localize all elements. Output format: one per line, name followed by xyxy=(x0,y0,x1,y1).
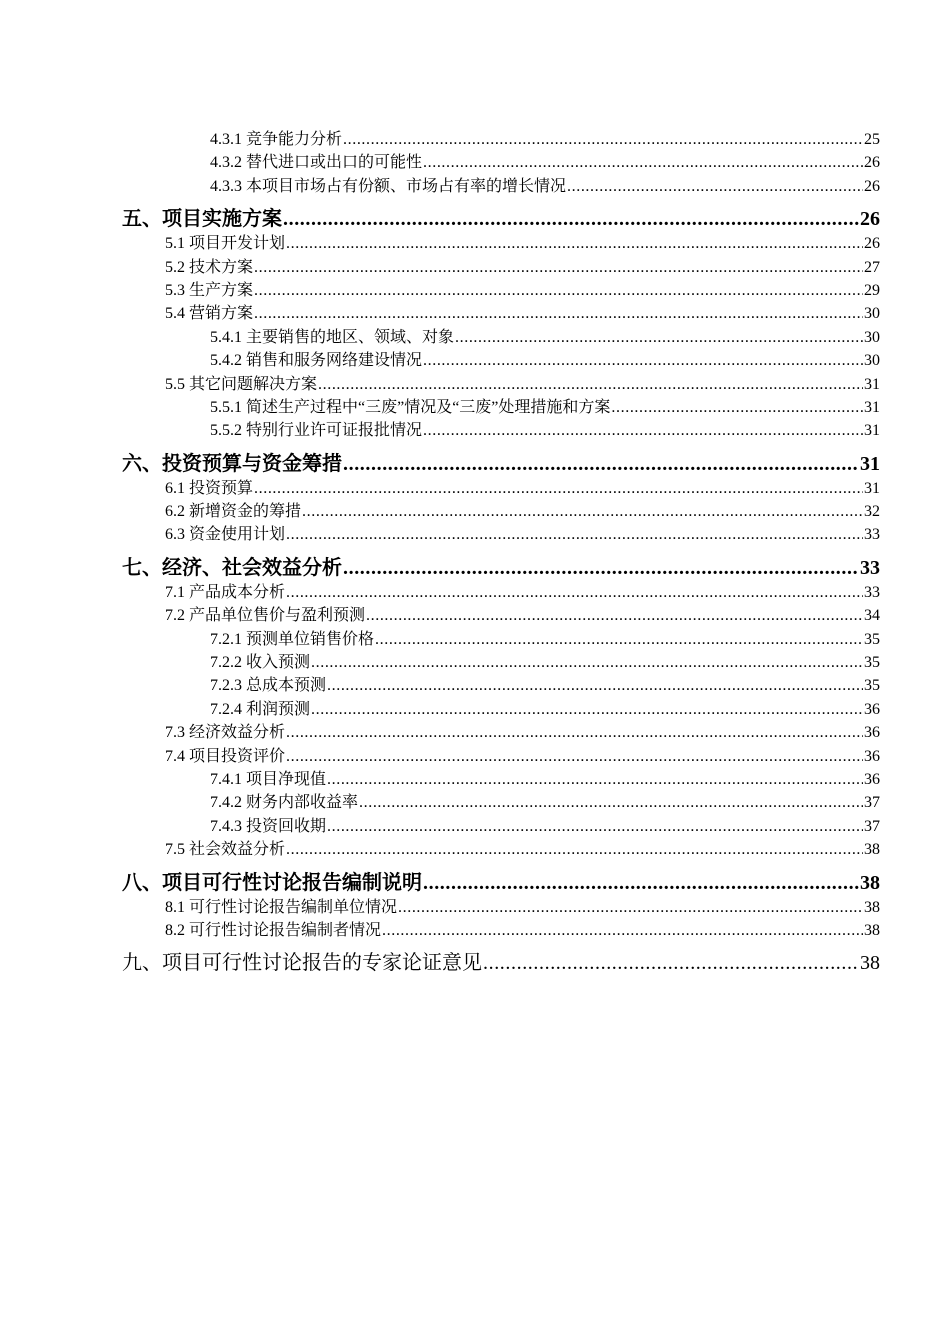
toc-entry[interactable] xyxy=(165,721,880,744)
dot-leader xyxy=(302,500,863,523)
toc-entry-label: 4.3.3 本项目市场占有份额、市场占有率的增长情况 xyxy=(210,177,567,195)
toc-entry-page: 38 xyxy=(864,898,880,916)
dot-leader xyxy=(375,628,863,651)
dot-leader xyxy=(254,477,863,500)
toc-entry-page: 35 xyxy=(864,677,880,695)
dot-leader xyxy=(455,326,863,349)
toc-entry-label: 7.2.2 收入预测 xyxy=(210,654,311,672)
dot-leader xyxy=(254,256,863,279)
toc-entry-label: 5.4.2 销售和服务网络建设情况 xyxy=(210,352,423,370)
toc-entry-page: 31 xyxy=(864,375,880,393)
dot-leader xyxy=(327,768,863,791)
toc-entry-page: 38 xyxy=(864,921,880,939)
toc-entry-label: 五、项目实施方案 xyxy=(122,208,282,231)
toc-entry-label: 八、项目可行性讨论报告编制说明 xyxy=(122,871,422,894)
dot-leader xyxy=(382,919,863,942)
toc-entry-label: 8.2 可行性讨论报告编制者情况 xyxy=(165,921,382,939)
toc-entry-label: 7.2.3 总成本预测 xyxy=(210,677,327,695)
toc-chapter-entry[interactable] xyxy=(122,451,880,477)
toc-entry[interactable] xyxy=(165,500,880,523)
toc-entry-page: 29 xyxy=(864,281,880,299)
dot-leader xyxy=(286,838,863,861)
toc-entry-page: 31 xyxy=(864,422,880,440)
dot-leader xyxy=(343,128,863,151)
toc-entry-page: 30 xyxy=(864,305,880,323)
dot-leader xyxy=(254,279,863,302)
dot-leader xyxy=(286,523,863,546)
dot-leader xyxy=(483,950,859,976)
dot-leader xyxy=(423,870,859,896)
toc-entry-label: 7.2 产品单位售价与盈利预测 xyxy=(165,607,366,625)
dot-leader xyxy=(366,604,863,627)
toc-entry[interactable] xyxy=(165,279,880,302)
toc-entry-page: 33 xyxy=(864,583,880,601)
dot-leader xyxy=(343,555,859,581)
toc-entry[interactable] xyxy=(210,175,880,198)
toc-entry-label: 7.4.1 项目净现值 xyxy=(210,770,327,788)
toc-entry-label: 7.4.3 投资回收期 xyxy=(210,817,327,835)
dot-leader xyxy=(359,791,863,814)
toc-entry-label: 5.2 技术方案 xyxy=(165,258,254,276)
dot-leader xyxy=(254,302,863,325)
dot-leader xyxy=(311,651,863,674)
dot-leader xyxy=(286,745,863,768)
toc-entry-page: 26 xyxy=(864,154,880,172)
toc-entry-page: 38 xyxy=(860,952,880,975)
toc-entry-page: 33 xyxy=(860,556,880,579)
dot-leader xyxy=(611,396,863,419)
toc-entry-page: 37 xyxy=(864,817,880,835)
toc-entry-page: 36 xyxy=(864,747,880,765)
dot-leader xyxy=(343,451,859,477)
toc-entry-label: 7.5 社会效益分析 xyxy=(165,841,286,859)
toc-entry-page: 33 xyxy=(864,526,880,544)
dot-leader xyxy=(327,815,863,838)
toc-chapter-entry[interactable] xyxy=(122,206,880,232)
dot-leader xyxy=(423,151,863,174)
toc-entry[interactable] xyxy=(165,604,880,627)
dot-leader xyxy=(423,419,863,442)
toc-entry-label: 七、经济、社会效益分析 xyxy=(122,556,342,579)
toc-entry-page: 30 xyxy=(864,352,880,370)
dot-leader xyxy=(311,698,863,721)
toc-entry[interactable] xyxy=(165,919,880,942)
toc-entry-page: 38 xyxy=(860,871,880,894)
toc-entry-label: 7.1 产品成本分析 xyxy=(165,583,286,601)
toc-entry-label: 5.5 其它问题解决方案 xyxy=(165,375,318,393)
toc-entry[interactable] xyxy=(210,628,880,651)
toc-entry[interactable] xyxy=(210,791,880,814)
toc-entry-page: 26 xyxy=(860,208,880,231)
toc-entry[interactable] xyxy=(210,651,880,674)
toc-entry-label: 7.4 项目投资评价 xyxy=(165,747,286,765)
toc-entry-page: 35 xyxy=(864,630,880,648)
toc-entry[interactable] xyxy=(210,674,880,697)
toc-entry-page: 25 xyxy=(864,131,880,148)
toc-entry[interactable] xyxy=(165,896,880,919)
toc-entry[interactable] xyxy=(210,698,880,721)
toc-entry[interactable] xyxy=(210,396,880,419)
toc-entry[interactable] xyxy=(165,302,880,325)
toc-entry-label: 6.1 投资预算 xyxy=(165,479,254,497)
toc-entry[interactable] xyxy=(210,326,880,349)
toc-entry-page: 31 xyxy=(864,479,880,497)
toc-entry[interactable] xyxy=(210,815,880,838)
toc-entry-page: 34 xyxy=(864,607,880,625)
toc-entry[interactable] xyxy=(165,838,880,861)
toc-entry-page: 27 xyxy=(864,258,880,276)
toc-entry-label: 5.1 项目开发计划 xyxy=(165,235,286,253)
toc-chapter-entry[interactable] xyxy=(122,870,880,896)
toc-entry-label: 6.2 新增资金的筹措 xyxy=(165,503,302,521)
toc-entry-page: 31 xyxy=(864,398,880,416)
toc-entry-page: 36 xyxy=(864,700,880,718)
dot-leader xyxy=(398,896,863,919)
toc-entry-label: 7.4.2 财务内部收益率 xyxy=(210,794,359,812)
toc-entry-label: 7.2.1 预测单位销售价格 xyxy=(210,630,375,648)
toc-entry-label: 六、投资预算与资金筹措 xyxy=(122,452,342,475)
toc-entry[interactable] xyxy=(210,419,880,442)
toc-entry-label: 5.4 营销方案 xyxy=(165,305,254,323)
toc-entry-page: 32 xyxy=(864,503,880,521)
toc-entry-label: 7.2.4 利润预测 xyxy=(210,700,311,718)
toc-entry-page: 26 xyxy=(864,177,880,195)
toc-entry-page: 36 xyxy=(864,724,880,742)
toc-entry-label: 6.3 资金使用计划 xyxy=(165,526,286,544)
toc-entry[interactable] xyxy=(210,349,880,372)
toc-entry[interactable] xyxy=(165,581,880,604)
toc-entry[interactable] xyxy=(165,256,880,279)
toc-entry-page: 38 xyxy=(864,841,880,859)
dot-leader xyxy=(283,206,859,232)
dot-leader xyxy=(327,674,863,697)
dot-leader xyxy=(423,349,863,372)
toc-entry-label: 4.3.2 替代进口或出口的可能性 xyxy=(210,154,423,172)
toc-entry-label: 7.3 经济效益分析 xyxy=(165,724,286,742)
dot-leader xyxy=(567,175,863,198)
toc-entry[interactable] xyxy=(165,373,880,396)
toc-entry-page: 30 xyxy=(864,328,880,346)
toc-entry-label: 4.3.1 竞争能力分析 xyxy=(210,131,343,148)
dot-leader xyxy=(286,721,863,744)
toc-entry-page: 35 xyxy=(864,654,880,672)
dot-leader xyxy=(286,232,863,255)
dot-leader xyxy=(286,581,863,604)
toc-entry-page: 37 xyxy=(864,794,880,812)
toc-entry-label: 5.4.1 主要销售的地区、领域、对象 xyxy=(210,328,455,346)
toc-entry-page: 26 xyxy=(864,235,880,253)
toc-entry[interactable] xyxy=(210,128,880,151)
toc-entry[interactable] xyxy=(210,151,880,174)
toc-entry[interactable] xyxy=(165,523,880,546)
toc-entry-page: 36 xyxy=(864,770,880,788)
toc-entry-label: 5.5.2 特别行业许可证报批情况 xyxy=(210,422,423,440)
toc-entry[interactable] xyxy=(165,477,880,500)
toc-entry-label: 九、项目可行性讨论报告的专家论证意见 xyxy=(122,952,482,975)
toc-entry-label: 8.1 可行性讨论报告编制单位情况 xyxy=(165,898,398,916)
toc-chapter-entry[interactable] xyxy=(122,950,880,976)
toc-entry-label: 5.3 生产方案 xyxy=(165,281,254,299)
table-of-contents xyxy=(0,128,950,976)
toc-entry[interactable] xyxy=(165,745,880,768)
dot-leader xyxy=(318,373,863,396)
toc-entry-label: 5.5.1 简述生产过程中“三废”情况及“三废”处理措施和方案 xyxy=(210,398,611,416)
toc-chapter-entry[interactable] xyxy=(122,555,880,581)
toc-entry[interactable] xyxy=(210,768,880,791)
toc-entry[interactable] xyxy=(165,232,880,255)
toc-entry-page: 31 xyxy=(860,452,880,475)
